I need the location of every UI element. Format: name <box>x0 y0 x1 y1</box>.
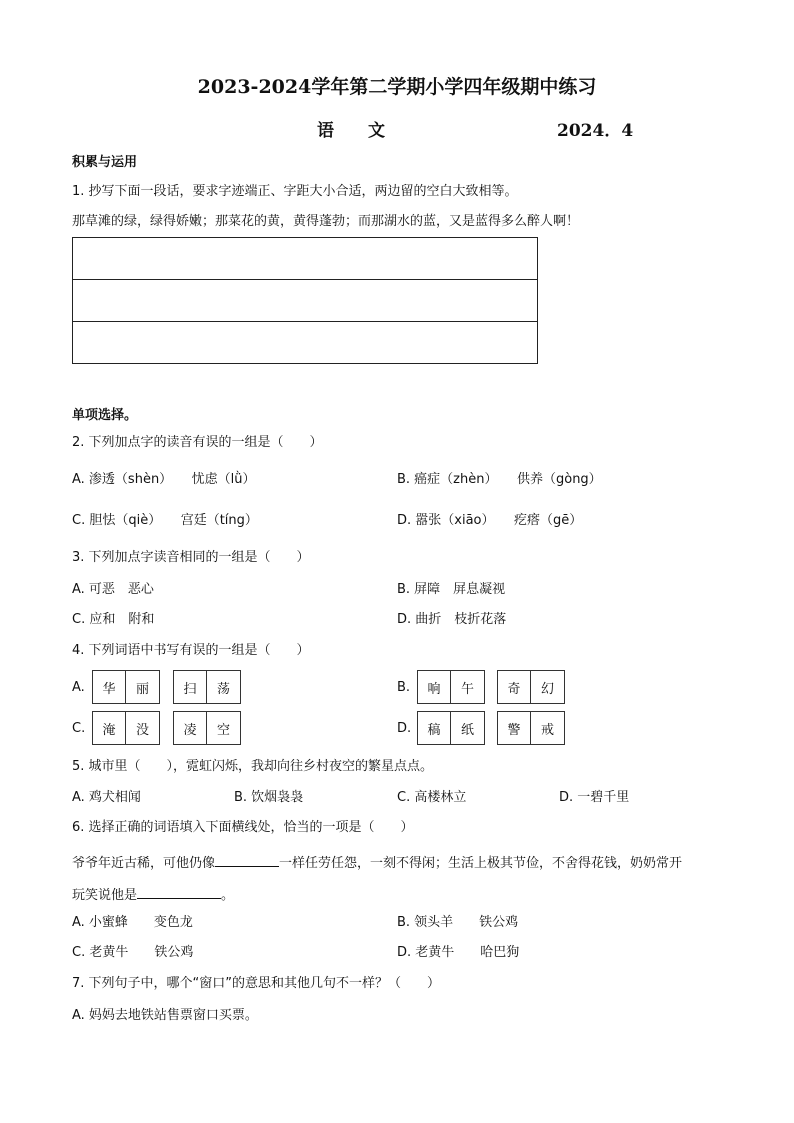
writing-line[interactable] <box>73 238 537 280</box>
question-6-passage-line-2 <box>72 884 234 904</box>
tianzige-cell: 没 <box>126 711 160 745</box>
passage-text: 。 <box>221 888 235 903</box>
passage-text: 玩笑说他是 <box>72 888 138 903</box>
exam-date: 2024．4 <box>557 121 634 141</box>
question-3-stem: 3. 下列加点字读音相同的一组是（ ） <box>72 550 310 565</box>
tianzige-cell: 纸 <box>451 711 485 745</box>
question-6-option-a[interactable]: A. 小蜜蜂 变色龙 <box>72 915 193 930</box>
tianzige-cell: 响 <box>417 670 451 704</box>
option-c-word-1 <box>92 711 160 745</box>
question-6-option-b[interactable]: B. 领头羊 铁公鸡 <box>397 915 519 930</box>
tianzige-cell: 稿 <box>417 711 451 745</box>
question-4-option-a-label[interactable]: A. <box>72 680 85 695</box>
answer-blank-2[interactable] <box>137 884 221 899</box>
tianzige-cell: 荡 <box>207 670 241 704</box>
option-a-word-2 <box>173 670 241 704</box>
tianzige-cell: 扫 <box>173 670 207 704</box>
question-3-option-b[interactable]: B. 屏障 屏息凝视 <box>397 582 506 597</box>
tianzige-cell: 午 <box>451 670 485 704</box>
tianzige-cell: 凌 <box>173 711 207 745</box>
tianzige-cell: 淹 <box>92 711 126 745</box>
question-7-stem: 7. 下列句子中，哪个“窗口”的意思和其他几句不一样？（ ） <box>72 976 441 991</box>
tianzige-cell: 幻 <box>531 670 565 704</box>
question-5-option-a[interactable]: A. 鸡犬相闻 <box>72 790 141 805</box>
tianzige-cell: 空 <box>207 711 241 745</box>
question-4-option-d-label[interactable]: D. <box>397 721 412 736</box>
question-1-passage: 那草滩的绿，绿得娇嫩；那菜花的黄，黄得蓬勃；而那湖水的蓝，又是蓝得多么醉人啊！ <box>72 214 580 229</box>
question-4-stem: 4. 下列词语中书写有误的一组是（ ） <box>72 643 310 658</box>
tianzige-cell: 警 <box>497 711 531 745</box>
question-6-option-d[interactable]: D. 老黄牛 哈巴狗 <box>397 945 520 960</box>
question-4-option-c-label[interactable]: C. <box>72 721 86 736</box>
passage-text: 一样任劳任怨，一刻不得闲；生活上极其节俭，不舍得花钱，奶奶常开 <box>279 856 683 871</box>
question-5-option-b[interactable]: B. 饮烟袅袅 <box>234 790 304 805</box>
option-a-word-1 <box>92 670 160 704</box>
question-6-passage-line-1 <box>72 852 682 872</box>
question-5-option-c[interactable]: C. 高楼林立 <box>397 790 467 805</box>
copy-writing-grid[interactable] <box>72 237 538 364</box>
question-3-option-d[interactable]: D. 曲折 枝折花落 <box>397 612 507 627</box>
question-2-option-c[interactable]: C. 胆怯（qiè） 宫廷（tíng） <box>72 513 258 528</box>
question-2-option-b[interactable]: B. 癌症（zhèn） 供养（gòng） <box>397 472 602 487</box>
question-6-stem: 6. 选择正确的词语填入下面横线处，恰当的一项是（ ） <box>72 820 414 835</box>
question-7-option-a[interactable]: A. 妈妈去地铁站售票窗口买票。 <box>72 1008 258 1023</box>
question-2-option-d[interactable]: D. 嚣张（xiāo） 疙瘩（gē） <box>397 513 583 528</box>
question-5-stem: 5. 城市里（ ），霓虹闪烁，我却向往乡村夜空的繁星点点。 <box>72 759 434 774</box>
question-2-option-a[interactable]: A. 渗透（shèn） 忧虑（lǜ） <box>72 472 256 487</box>
tianzige-cell: 丽 <box>126 670 160 704</box>
tianzige-cell: 华 <box>92 670 126 704</box>
tianzige-cell: 奇 <box>497 670 531 704</box>
question-6-option-c[interactable]: C. 老黄牛 铁公鸡 <box>72 945 194 960</box>
question-1-stem: 1. 抄写下面一段话，要求字迹端正、字距大小合适，两边留的空白大致相等。 <box>72 184 518 199</box>
page-title: 2023-2024学年第二学期小学四年级期中练习 <box>197 76 597 98</box>
option-b-word-1 <box>417 670 485 704</box>
tianzige-cell: 戒 <box>531 711 565 745</box>
option-d-word-2 <box>497 711 565 745</box>
question-2-stem: 2. 下列加点字的读音有误的一组是（ ） <box>72 435 323 450</box>
option-c-word-2 <box>173 711 241 745</box>
question-5-option-d[interactable]: D. 一碧千里 <box>559 790 630 805</box>
option-d-word-1 <box>417 711 485 745</box>
section-heading-single-choice: 单项选择。 <box>72 408 138 423</box>
question-4-option-b-label[interactable]: B. <box>397 680 411 695</box>
option-b-word-2 <box>497 670 565 704</box>
subject-label: 语 文 <box>317 121 385 141</box>
writing-line[interactable] <box>73 280 537 322</box>
passage-text: 爷爷年近古稀，可他仍像 <box>72 856 216 871</box>
section-heading-accumulation: 积累与运用 <box>72 155 138 170</box>
writing-line[interactable] <box>73 322 537 363</box>
question-3-option-a[interactable]: A. 可恶 恶心 <box>72 582 154 597</box>
question-3-option-c[interactable]: C. 应和 附和 <box>72 612 155 627</box>
answer-blank-1[interactable] <box>215 852 279 867</box>
